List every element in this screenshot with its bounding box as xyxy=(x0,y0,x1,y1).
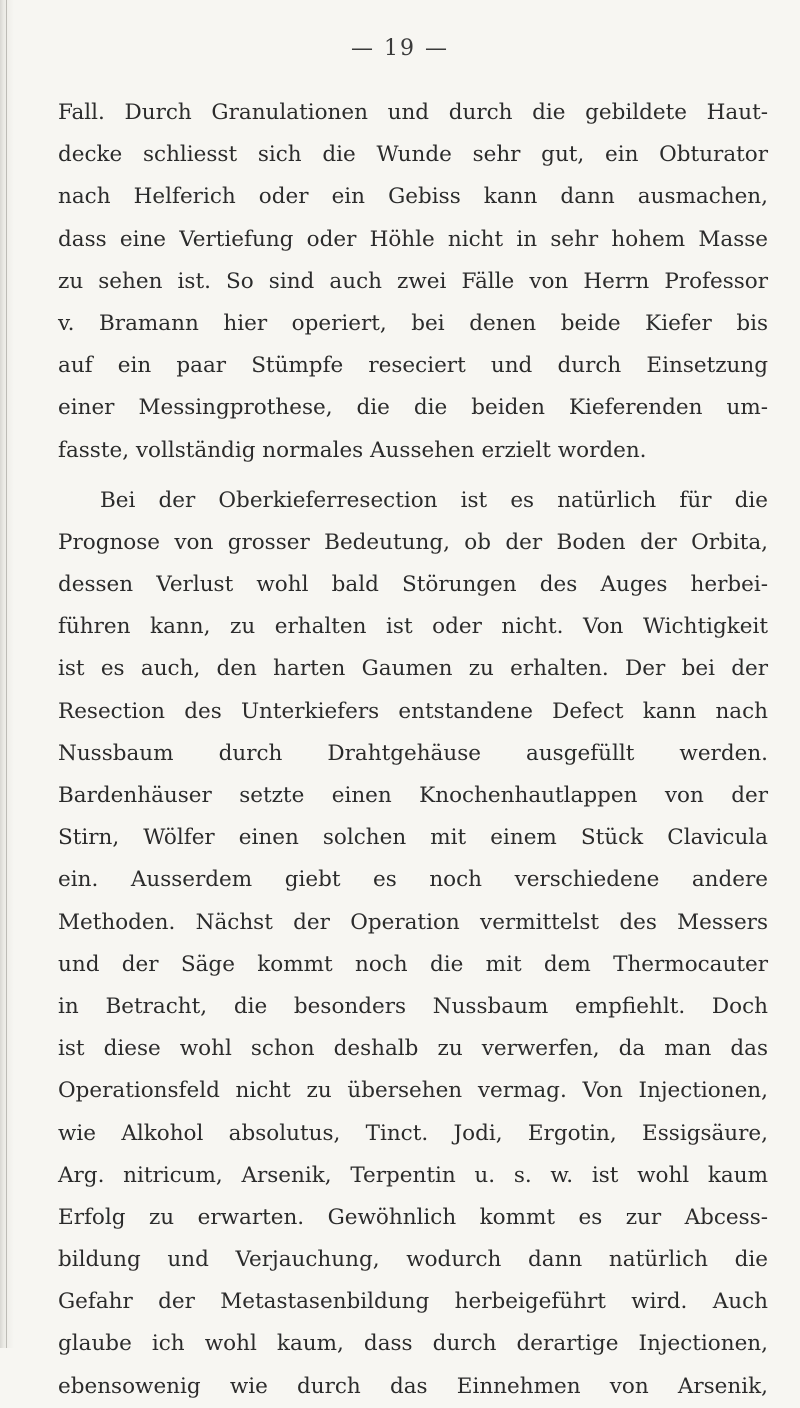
text-line: decke schliesst sich die Wunde sehr gut, ein Obturator xyxy=(58,142,768,168)
text-line: ebensowenig wie durch das Einnehmen von Arsenik, xyxy=(58,1373,768,1399)
text-line: ist es auch, den harten Gaumen zu erhalten. Der bei der xyxy=(58,656,768,682)
text-line: wie Alkohol absolutus, Tinct. Jodi, Ergotin, Essigsäure, xyxy=(58,1120,768,1146)
text-line: in Betracht, die besonders Nussbaum empfiehlt. Doch xyxy=(58,993,768,1019)
text-line: nach Helferich oder ein Gebiss kann dann ausmachen, xyxy=(58,184,768,210)
page-number: — 19 — xyxy=(351,36,449,61)
text-line: Erfolg zu erwarten. Gewöhnlich kommt es zur Abcess- xyxy=(58,1204,768,1230)
body-text xyxy=(58,92,768,1408)
text-line: Bei der Oberkieferresection ist es natürlich für die xyxy=(100,487,768,513)
text-line: dessen Verlust wohl bald Störungen des Auges herbei- xyxy=(58,572,768,598)
page-binding-edge xyxy=(0,0,14,1348)
text-line: Operationsfeld nicht zu übersehen vermag. Von Injectionen, xyxy=(58,1078,768,1104)
text-line: einer Messingprothese, die die beiden Kieferenden um- xyxy=(58,395,768,421)
text-line: ist diese wohl schon deshalb zu verwerfen, da man das xyxy=(58,1036,768,1062)
text-line: Gefahr der Metastasenbildung herbeigeführt wird. Auch xyxy=(58,1289,768,1315)
text-line: zu sehen ist. So sind auch zwei Fälle von Herrn Professor xyxy=(58,268,768,294)
text-line: glaube ich wohl kaum, dass durch derartige Injectionen, xyxy=(58,1331,768,1357)
text-line: Stirn, Wölfer einen solchen mit einem Stück Clavicula xyxy=(58,825,768,851)
paragraph-gap xyxy=(58,472,768,480)
text-line: führen kann, zu erhalten ist oder nicht. Von Wichtigkeit xyxy=(58,614,768,640)
text-line: Resection des Unterkiefers entstandene Defect kann nach xyxy=(58,698,768,724)
text-line: Bardenhäuser setzte einen Knochenhautlappen von der xyxy=(58,783,768,808)
text-line: und der Säge kommt noch die mit dem Thermocauter xyxy=(58,951,768,977)
text-line: bildung und Verjauchung, wodurch dann natürlich die xyxy=(58,1247,768,1273)
text-line: v. Bramann hier operiert, bei denen beide Kiefer bis xyxy=(58,310,768,336)
paragraph-1 xyxy=(58,92,768,472)
text-line: Nussbaum durch Drahtgehäuse ausgefüllt werden. xyxy=(58,740,768,766)
text-line: Arg. nitricum, Arsenik, Terpentin u. s. w. ist wohl kaum xyxy=(58,1162,768,1188)
text-line: ein. Ausserdem giebt es noch verschiedene andere xyxy=(58,867,768,893)
text-line: dass eine Vertiefung oder Höhle nicht in sehr hohem Masse xyxy=(58,226,768,252)
text-line: Fall. Durch Granulationen und durch die gebildete Haut- xyxy=(58,100,768,125)
text-line: Methoden. Nächst der Operation vermittelst des Messers xyxy=(58,909,768,935)
paragraph-2 xyxy=(58,480,768,1408)
text-line: Prognose von grosser Bedeutung, ob der Boden der Orbita, xyxy=(58,529,768,555)
text-line: auf ein paar Stümpfe reseciert und durch Einsetzung xyxy=(58,353,768,379)
text-line: fasste, vollständig normales Aussehen erzielt worden. xyxy=(58,437,647,463)
